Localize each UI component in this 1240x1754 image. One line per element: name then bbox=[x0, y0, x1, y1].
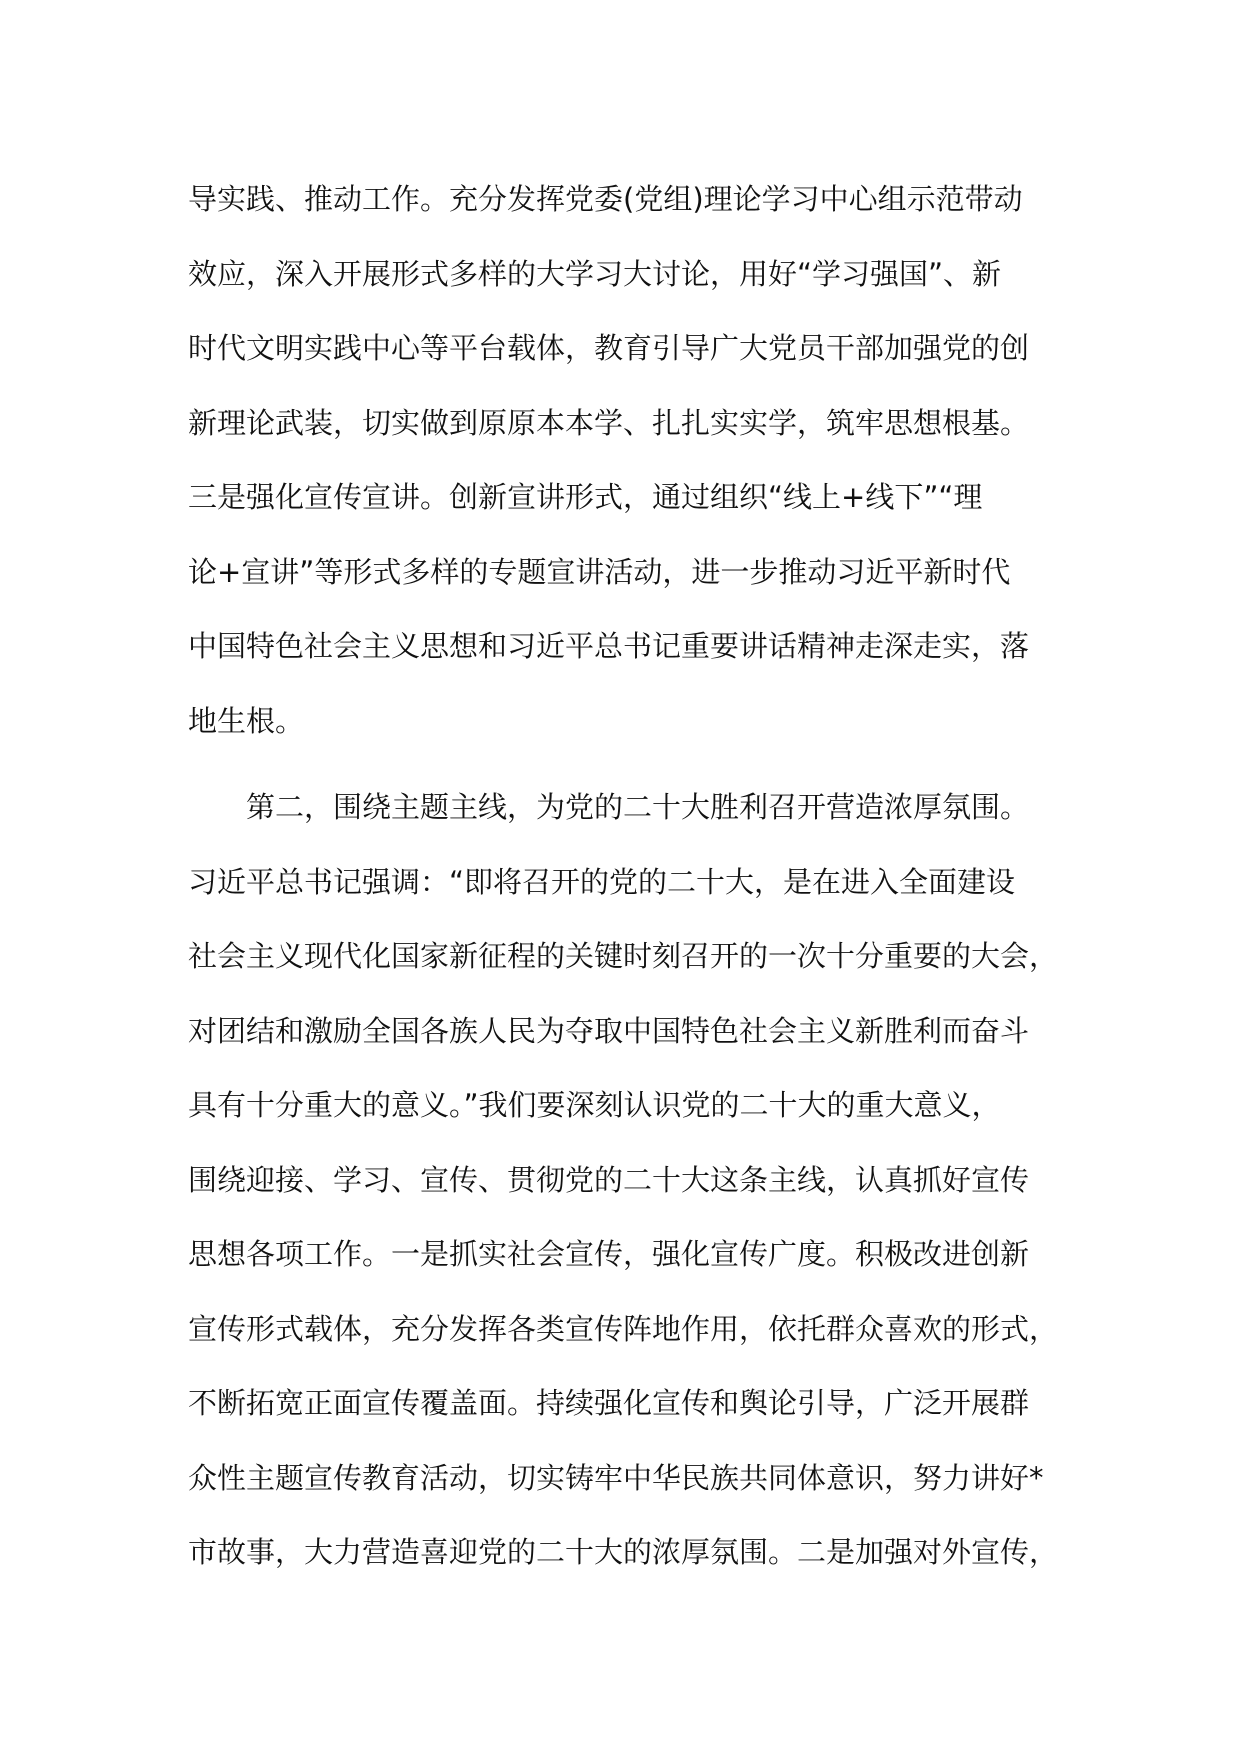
paragraph-spacer bbox=[188, 758, 1088, 770]
paragraph-line: 宣传形式载体，充分发挥各类宣传阵地作用，依托群众喜欢的形式， bbox=[188, 1311, 1059, 1346]
paragraph-line: 围绕迎接、学习、宣传、贯彻党的二十大这条主线，认真抓好宣传 bbox=[188, 1162, 1030, 1197]
paragraph-line: 新理论武装，切实做到原原本本学、扎扎实实学，筑牢思想根基。 bbox=[188, 405, 1030, 440]
paragraph-line: 三是强化宣传宣讲。创新宣讲形式，通过组织“线上+线下”“理 bbox=[188, 480, 983, 514]
paragraph-line: 社会主义现代化国家新征程的关键时刻召开的一次十分重要的大会， bbox=[188, 939, 1059, 973]
paragraph-line: 具有十分重大的意义。”我们要深刻认识党的二十大的重大意义， bbox=[188, 1088, 1001, 1122]
paragraph-line: 市故事，大力营造喜迎党的二十大的浓厚氛围。二是加强对外宣传， bbox=[188, 1535, 1059, 1569]
paragraph-line: 中国特色社会主义思想和习近平总书记重要讲话精神走深走实，落 bbox=[188, 629, 1030, 663]
paragraph-line: 论+宣讲”等形式多样的专题宣讲活动，进一步推动习近平新时代 bbox=[188, 554, 1011, 589]
paragraph-first-line: 第二，围绕主题主线，为党的二十大胜利召开营造浓厚氛围。 bbox=[246, 790, 1030, 824]
paragraph-2 bbox=[188, 770, 1088, 1590]
paragraph-line: 不断拓宽正面宣传覆盖面。持续强化宣传和舆论引导，广泛开展群 bbox=[188, 1386, 1030, 1420]
document-body bbox=[188, 162, 1088, 1590]
paragraph-line: 对团结和激励全国各族人民为夺取中国特色社会主义新胜利而奋斗 bbox=[188, 1013, 1030, 1048]
paragraph-line: 时代文明实践中心等平台载体，教育引导广大党员干部加强党的创 bbox=[188, 331, 1030, 365]
paragraph-line: 众性主题宣传教育活动，切实铸牢中华民族共同体意识，努力讲好* bbox=[188, 1460, 1044, 1495]
paragraph-1 bbox=[188, 162, 1088, 758]
paragraph-line: 效应，深入开展形式多样的大学习大讨论，用好“学习强国”、新 bbox=[188, 256, 1002, 291]
paragraph-line: 导实践、推动工作。充分发挥党委(党组)理论学习中心组示范带动 bbox=[188, 182, 1023, 216]
paragraph-line: 习近平总书记强调：“即将召开的党的二十大，是在进入全面建设 bbox=[188, 864, 1016, 899]
paragraph-line: 地生根。 bbox=[188, 703, 305, 738]
paragraph-line: 思想各项工作。一是抓实社会宣传，强化宣传广度。积极改进创新 bbox=[188, 1237, 1030, 1271]
